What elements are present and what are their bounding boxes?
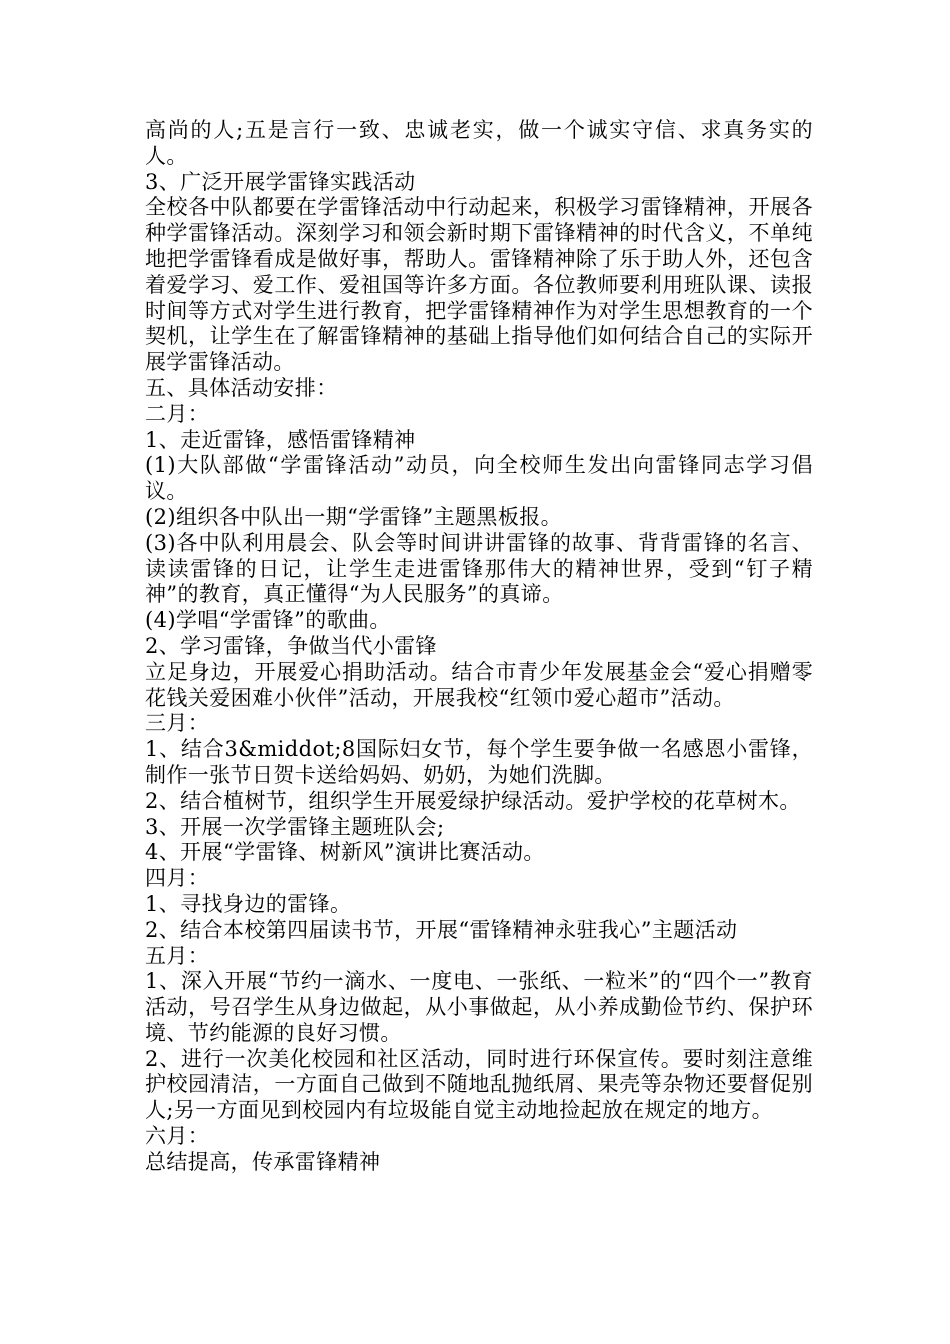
- item-may-1: 1、深入开展“节约一滴水、一度电、一张纸、一粒米”的“四个一”教育活动，号召学生从身边做起，从小事做起，从小养成勤俭节约、保护环境、节约能源的良好习惯。: [145, 969, 813, 1045]
- month-heading-june: 六月：: [145, 1124, 210, 1149]
- heading-activity-schedule: 五、具体活动安排：: [145, 375, 338, 400]
- item-may-2: 2、进行一次美化校园和社区活动，同时进行环保宣传。要时刻注意维护校园清洁，一方面自己做到不随地乱抛纸屑、果壳等杂物还要督促别人;另一方面见到校园内有垃圾能自觉主动地捡起放在规定的地方。: [145, 1046, 813, 1123]
- document-page: [145, 118, 813, 1176]
- item-june-summary: 总结提高，传承雷锋精神: [145, 1149, 381, 1174]
- month-heading-may: 五月：: [145, 943, 210, 968]
- subitem-february-1-3: (3)各中队利用晨会、队会等时间讲讲雷锋的故事、背背雷锋的名言、读读雷锋的日记，让学生走进雷锋那伟大的精神世界，受到“钉子精神”的教育，真正懂得“为人民服务”的真谛。: [145, 530, 813, 607]
- paragraph-february-2: 立足身边，开展爱心捐助活动。结合市青少年发展基金会“爱心捐赠零花钱关爱困难小伙伴”活动，开展我校“红领巾爱心超市”活动。: [145, 659, 813, 710]
- item-april-2: 2、结合本校第四届读书节，开展“雷锋精神永驻我心”主题活动: [145, 917, 738, 942]
- item-february-2: 2、学习雷锋，争做当代小雷锋: [145, 633, 437, 658]
- item-march-4: 4、开展“学雷锋、树新风”演讲比赛活动。: [145, 840, 545, 865]
- item-march-2: 2、结合植树节，组织学生开展爱绿护绿活动。爱护学校的花草树木。: [145, 788, 801, 813]
- item-february-1: 1、走近雷锋，感悟雷锋精神: [145, 427, 416, 452]
- month-heading-february: 二月：: [145, 401, 210, 426]
- subitem-february-1-2: (2)组织各中队出一期“学雷锋”主题黑板报。: [145, 504, 563, 529]
- item-march-3: 3、开展一次学雷锋主题班队会;: [145, 814, 445, 839]
- paragraph-virtue-five: 高尚的人;五是言行一致、忠诚老实，做一个诚实守信、求真务实的人。: [145, 118, 813, 168]
- month-heading-april: 四月：: [145, 866, 210, 891]
- heading-practice-activities: 3、广泛开展学雷锋实践活动: [145, 169, 416, 194]
- item-april-1: 1、寻找身边的雷锋。: [145, 891, 352, 916]
- paragraph-practice-activities: 全校各中队都要在学雷锋活动中行动起来，积极学习雷锋精神，开展各种学雷锋活动。深刻学习和领会新时期下雷锋精神的时代含义，不单纯地把学雷锋看成是做好事，帮助人。雷锋精神除了乐于助人外，还包含着爱学习、爱工作、爱祖国等许多方面。各位教师要利用班队课、读报时间等方式对学生进行教育，把学雷锋精神作为对学生思想教育的一个契机，让学生在了解雷锋精神的基础上指导他们如何结合自己的实际开展学雷锋活动。: [145, 195, 813, 375]
- subitem-february-1-4: (4)学唱“学雷锋”的歌曲。: [145, 608, 391, 633]
- subitem-february-1-1: (1)大队部做“学雷锋活动”动员，向全校师生发出向雷锋同志学习倡议。: [145, 453, 813, 504]
- month-heading-march: 三月：: [145, 711, 210, 736]
- item-march-1: 1、结合3&middot;8国际妇女节，每个学生要争做一名感恩小雷锋，制作一张节日贺卡送给妈妈、奶奶，为她们洗脚。: [145, 737, 813, 787]
